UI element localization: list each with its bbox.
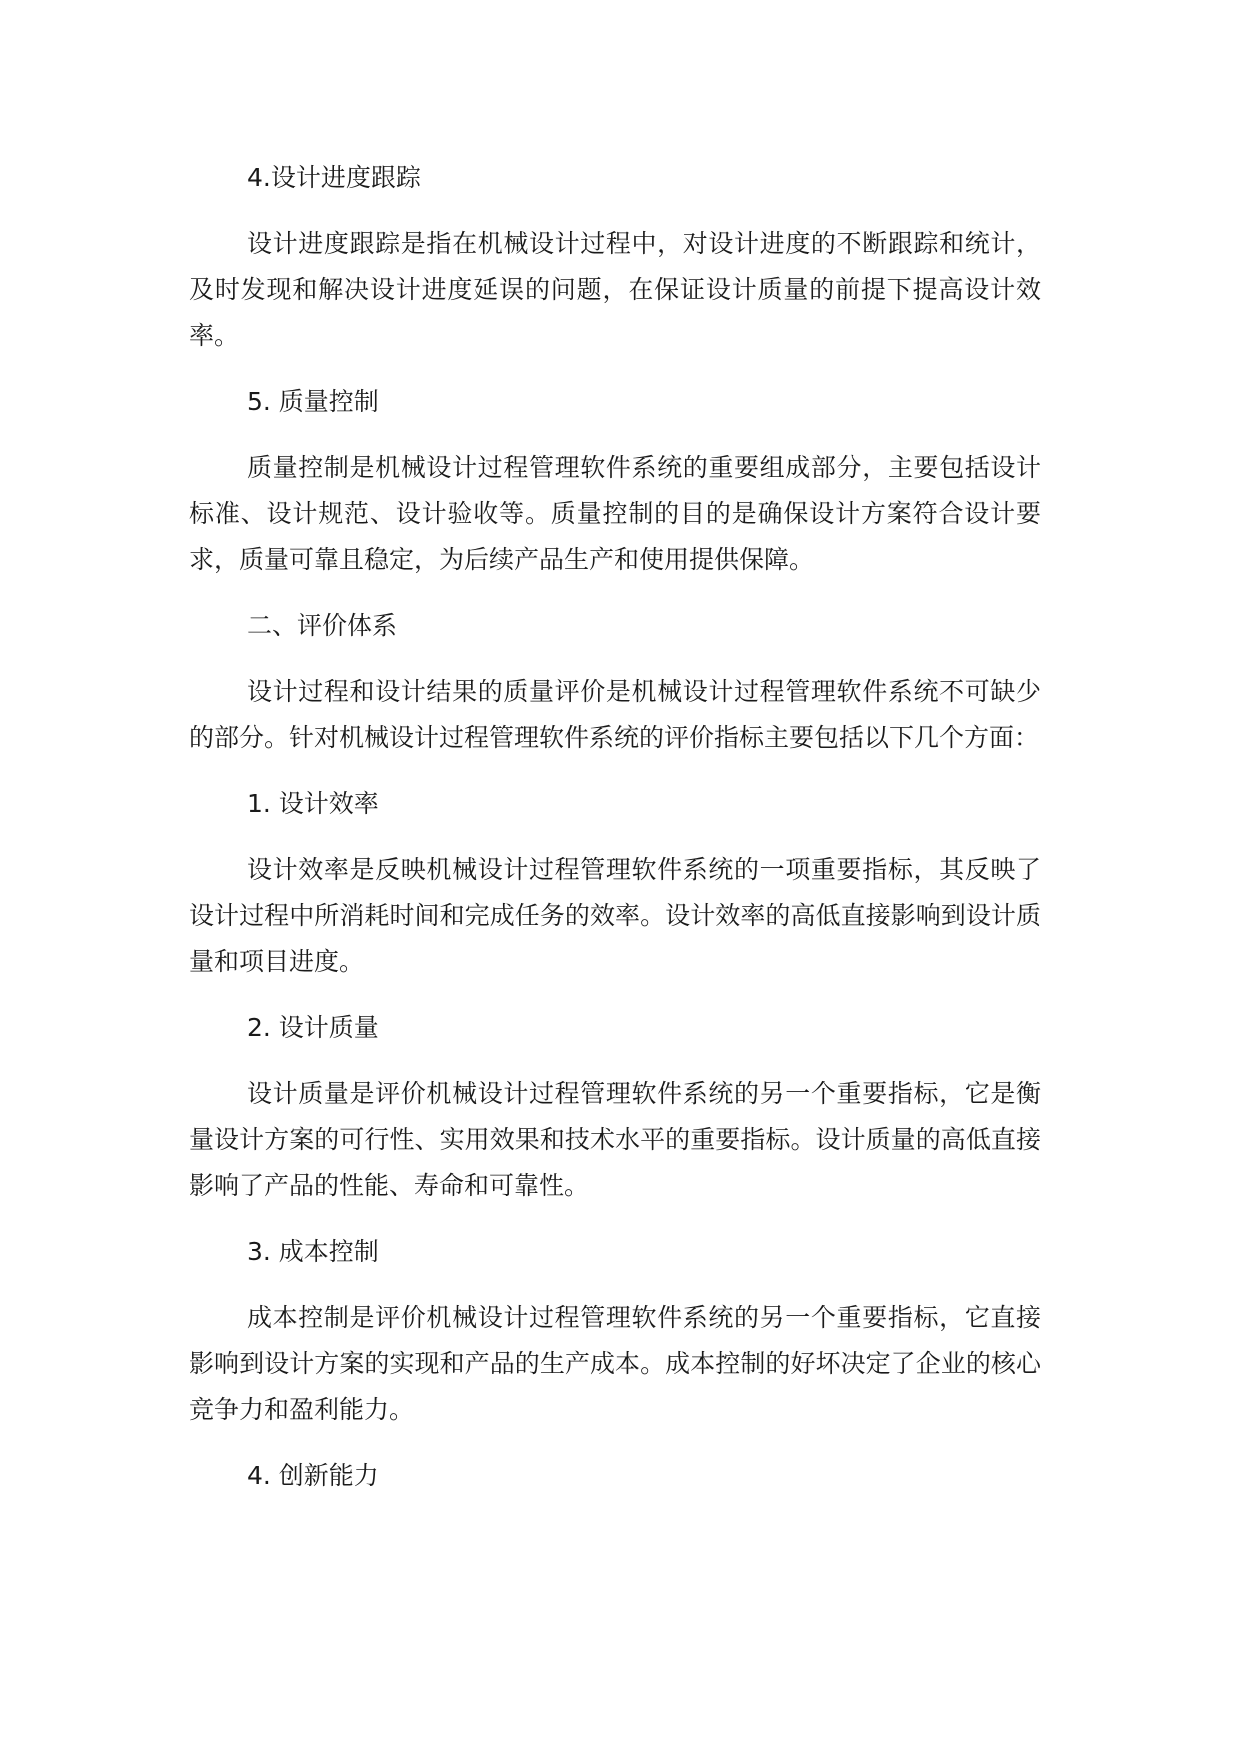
section-heading-cost-control: 3. 成本控制 bbox=[247, 1237, 379, 1266]
section-heading-innovation: 4. 创新能力 bbox=[247, 1461, 379, 1490]
section-heading-quality-control: 5. 质量控制 bbox=[247, 387, 379, 416]
paragraph-quality-control: 质量控制是机械设计过程管理软件系统的重要组成部分，主要包括设计标准、设计规范、设计验收等。质量控制的目的是确保设计方案符合设计要求，质量可靠且稳定，为后续产品生产和使用提供保障。 bbox=[189, 453, 1041, 574]
paragraph-design-efficiency: 设计效率是反映机械设计过程管理软件系统的一项重要指标，其反映了设计过程中所消耗时间和完成任务的效率。设计效率的高低直接影响到设计质量和项目进度。 bbox=[189, 855, 1041, 976]
paragraph-design-quality: 设计质量是评价机械设计过程管理软件系统的另一个重要指标，它是衡量设计方案的可行性、实用效果和技术水平的重要指标。设计质量的高低直接影响了产品的性能、寿命和可靠性。 bbox=[189, 1079, 1041, 1200]
paragraph-progress-tracking: 设计进度跟踪是指在机械设计过程中，对设计进度的不断跟踪和统计，及时发现和解决设计进度延误的问题，在保证设计质量的前提下提高设计效率。 bbox=[189, 229, 1041, 350]
section-heading-progress-tracking: 4.设计进度跟踪 bbox=[247, 163, 421, 192]
section-heading-design-quality: 2. 设计质量 bbox=[247, 1013, 379, 1042]
paragraph-evaluation-system: 设计过程和设计结果的质量评价是机械设计过程管理软件系统不可缺少的部分。针对机械设计过程管理软件系统的评价指标主要包括以下几个方面： bbox=[189, 677, 1041, 752]
paragraph-cost-control: 成本控制是评价机械设计过程管理软件系统的另一个重要指标，它直接影响到设计方案的实现和产品的生产成本。成本控制的好坏决定了企业的核心竞争力和盈利能力。 bbox=[189, 1303, 1041, 1424]
section-heading-design-efficiency: 1. 设计效率 bbox=[247, 789, 379, 818]
section-heading-evaluation-system: 二、评价体系 bbox=[247, 611, 398, 640]
document-body bbox=[189, 155, 1041, 1519]
